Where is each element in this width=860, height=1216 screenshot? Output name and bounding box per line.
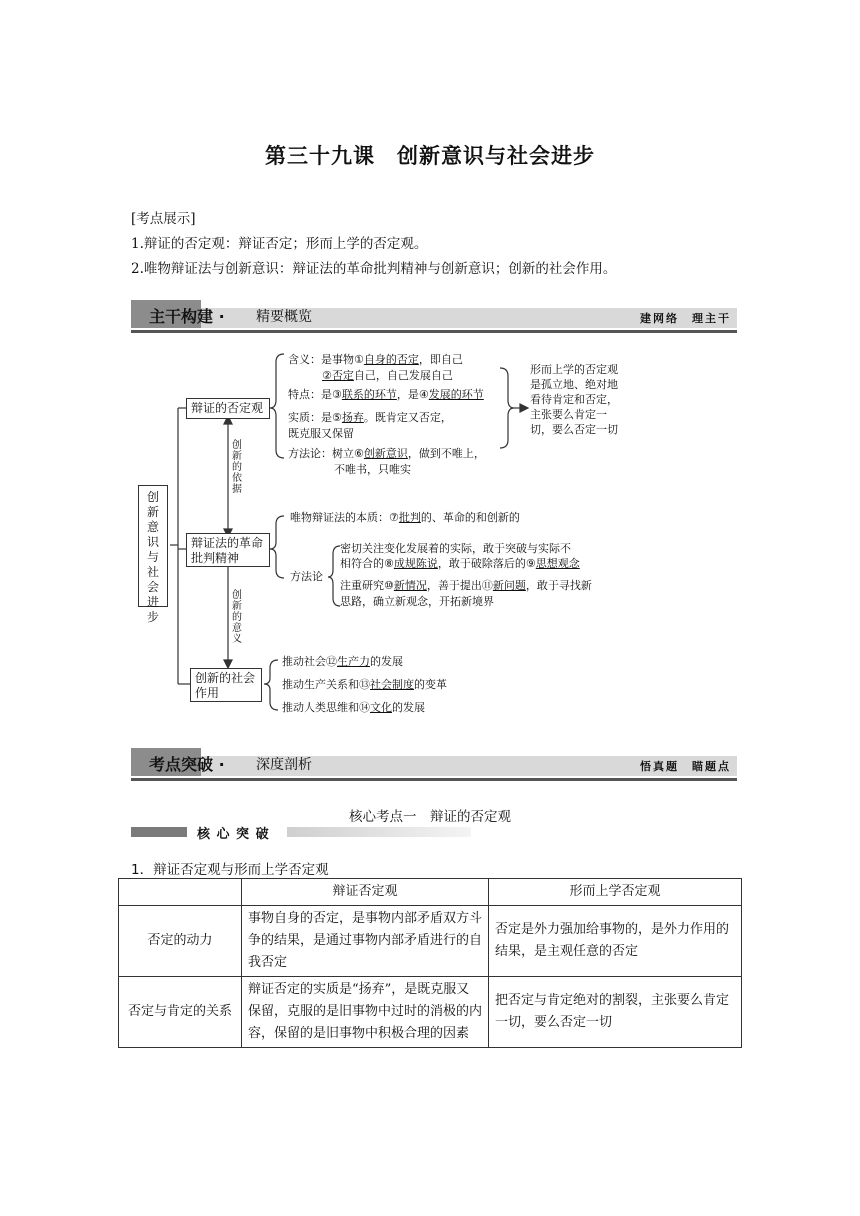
table-row	[119, 977, 742, 1048]
n2-method-label: 方法论	[290, 570, 323, 583]
banner-sub-title: 精要概览	[256, 309, 312, 325]
banner2-sub-title: 深度剖析	[256, 757, 312, 773]
link-significance-of-innovation: 创新的意义	[232, 590, 242, 645]
comparison-table	[118, 878, 742, 1048]
node-dialectical-negation: 辩证的否定观	[186, 398, 270, 419]
metaphysical-cell: 否定是外力强加给事物的，是外力作用的结果，是主观任意的否定	[489, 906, 742, 977]
section-heading: 核心考点一 辩证的否定观	[349, 809, 511, 825]
link-basis-of-innovation: 创新的依据	[232, 440, 242, 495]
dialectic-cell: 事物自身的否定，是事物内部矛盾双方斗争的结果，是通过事物内部矛盾进行的自我否定	[242, 906, 489, 977]
row-label: 否定的动力	[119, 906, 242, 977]
node-social-role-of-innovation: 创新的社会作用	[190, 668, 262, 702]
n3-role-3: 推动人类思维和⑭文化的发展	[282, 701, 425, 714]
n2-method-line2: 相符合的⑧成规陈说，敢于破除落后的⑨思想观念	[340, 557, 580, 570]
table-header-row	[119, 879, 742, 906]
metaphysical-negation-note: 形而上学的否定观是孤立地、绝对地看待肯定和否定，主张要么肯定一切，要么否定一切	[530, 363, 618, 436]
mindmap-root: 创新意识与社会进步	[138, 485, 168, 607]
row-label: 否定与肯定的关系	[119, 977, 242, 1048]
table-header-cell: 辩证否定观	[242, 879, 489, 906]
exam-point-1: 1.辩证的否定观：辩证否定；形而上学的否定观。	[131, 236, 428, 252]
n1-method-line1: 方法论：树立⑥创新意识，做到不唯上，	[288, 447, 485, 460]
n3-role-2: 推动生产关系和⑬社会制度的变革	[282, 678, 447, 691]
n2-essence: 唯物辩证法的本质：⑦批判的、革命的和创新的	[290, 511, 520, 524]
n1-essence-line1: 实质：是⑤扬弃。既肯定又否定，	[288, 411, 452, 424]
table-header-cell: 形而上学否定观	[489, 879, 742, 906]
exam-points-label: [考点展示]	[131, 211, 196, 227]
n1-meaning-line2: ②否定自己，自己发展自己	[322, 369, 453, 382]
n1-meaning-line1: 含义：是事物①自身的否定，即自己	[288, 353, 463, 366]
banner2-right-text: 悟真题 瞄题点	[640, 760, 731, 773]
table-row	[119, 906, 742, 977]
dialectic-cell: 辩证否定的实质是“扬弃”，是既克服又保留，克服的是旧事物中过时的消极的内容，保留的是旧事物中积极合理的因素	[242, 977, 489, 1048]
n2-method-line1: 密切关注变化发展着的实际，敢于突破与实际不	[340, 542, 571, 555]
banner2-main-title: 考点突破 ·	[149, 755, 225, 774]
table-header-cell	[119, 879, 242, 906]
n3-role-1: 推动社会⑫生产力的发展	[282, 655, 403, 668]
metaphysical-cell: 把否定与肯定绝对的割裂，主张要么肯定一切，要么否定一切	[489, 977, 742, 1048]
banner-right-text: 建网络 理主干	[640, 312, 731, 325]
banner-key-points	[131, 748, 737, 782]
n2-method-line4: 思路，确立新观念，开拓新境界	[340, 595, 494, 608]
page-title: 第三十九课 创新意识与社会进步	[265, 144, 595, 168]
core-breakthrough-bar	[131, 824, 471, 840]
core-breakthrough-label: 核 心 突 破	[197, 827, 270, 842]
n1-feature: 特点：是③联系的环节，是④发展的环节	[288, 388, 484, 401]
table-title: 1．辩证否定观与形而上学否定观	[131, 862, 329, 878]
n1-method-line2: 不唯书，只唯实	[334, 463, 411, 476]
node-revolutionary-critical-spirit: 辩证法的革命批判精神	[186, 533, 270, 567]
n2-method-line3: 注重研究⑩新情况，善于提出⑪新问题，敢于寻找新	[340, 579, 592, 592]
exam-point-2: 2.唯物辩证法与创新意识：辩证法的革命批判精神与创新意识；创新的社会作用。	[131, 261, 617, 277]
n1-essence-line2: 既克服又保留	[288, 427, 354, 440]
banner-main-title: 主干构建 ·	[149, 307, 225, 326]
